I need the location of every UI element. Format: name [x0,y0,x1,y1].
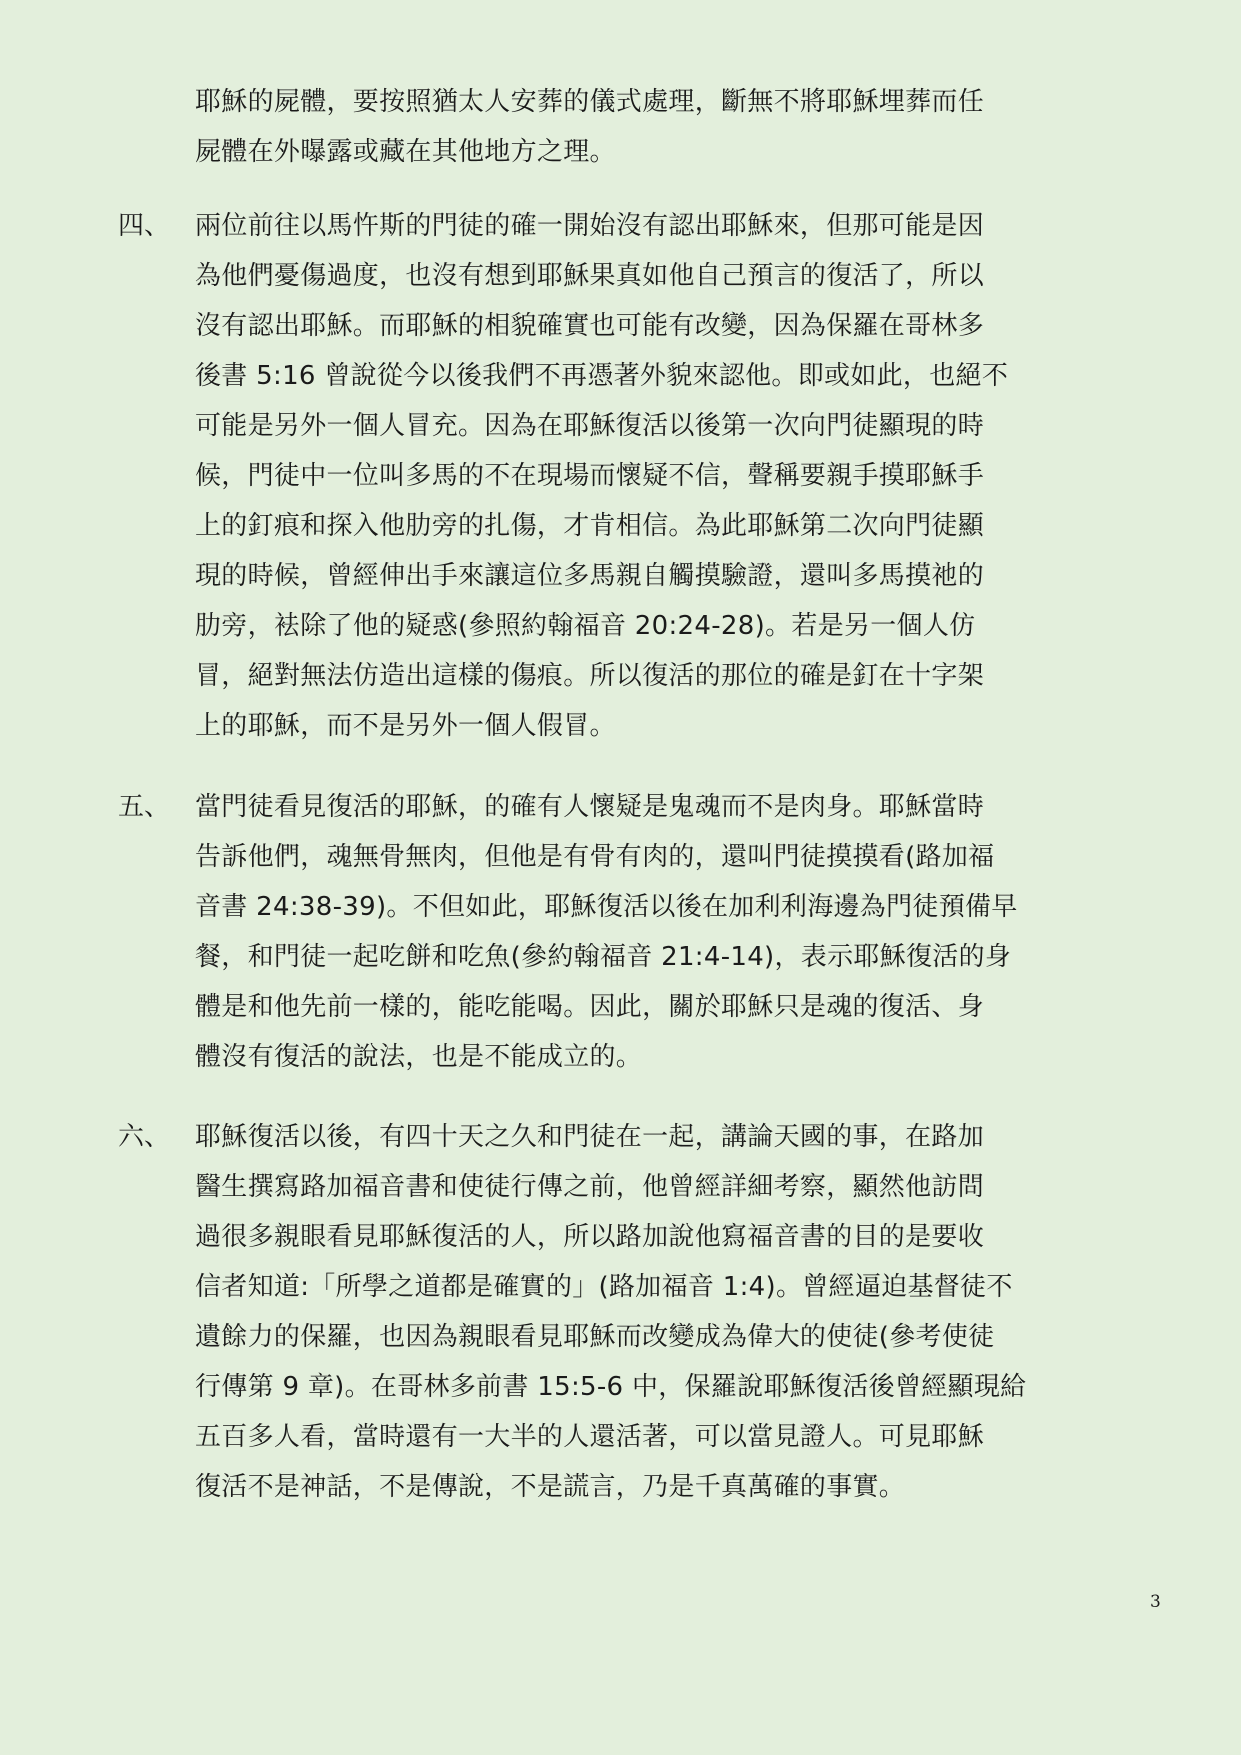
section-five-line: 音書 24:38-39)。不但如此，耶穌復活以後在加利利海邊為門徒預備早 [195,892,1018,922]
section-four-line: 冒，絕對無法仿造出這樣的傷痕。所以復活的那位的確是釘在十字架 [195,661,985,691]
section-four-line: 沒有認出耶穌。而耶穌的相貌確實也可能有改變，因為保羅在哥林多 [195,311,985,341]
section-six-line: 過很多親眼看見耶穌復活的人，所以路加說他寫福音書的目的是要收 [195,1222,985,1252]
section-six-line: 耶穌復活以後，有四十天之久和門徒在一起，講論天國的事，在路加 [195,1122,985,1152]
section-four-line: 為他們憂傷過度，也沒有想到耶穌果真如他自己預言的復活了，所以 [195,261,985,291]
section-six-line: 五百多人看，當時還有一大半的人還活著，可以當見證人。可見耶穌 [195,1422,985,1452]
section-six-line: 遺餘力的保羅，也因為親眼看見耶穌而改變成為偉大的使徒(參考使徒 [195,1322,995,1352]
section-six-line: 行傳第 9 章)。在哥林多前書 15:5-6 中，保羅說耶穌復活後曾經顯現給 [195,1372,1027,1402]
section-five-line: 體是和他先前一樣的，能吃能喝。因此，關於耶穌只是魂的復活、身 [195,992,985,1022]
intro-line: 耶穌的屍體，要按照猶太人安葬的儀式處理，斷無不將耶穌埋葬而任 [195,87,985,117]
section-five-line: 告訴他們，魂無骨無肉，但他是有骨有肉的，還叫門徒摸摸看(路加福 [195,842,995,872]
section-six-line: 醫生撰寫路加福音書和使徒行傳之前，他曾經詳細考察，顯然他訪問 [195,1172,985,1202]
page-number: 3 [1150,1592,1161,1612]
section-five-line: 當門徒看見復活的耶穌，的確有人懷疑是鬼魂而不是肉身。耶穌當時 [195,792,985,822]
section-number: 五、 [118,792,171,822]
section-four-line: 上的耶穌，而不是另外一個人假冒。 [195,711,616,741]
section-six-line: 復活不是神話，不是傳說，不是謊言，乃是千真萬確的事實。 [195,1472,906,1502]
section-five-line: 餐，和門徒一起吃餅和吃魚(參約翰福音 21:4-14)，表示耶穌復活的身 [195,942,1012,972]
section-four-line: 候，門徒中一位叫多馬的不在現場而懷疑不信，聲稱要親手摸耶穌手 [195,461,985,491]
section-four-line: 上的釘痕和探入他肋旁的扎傷，才肯相信。為此耶穌第二次向門徒顯 [195,511,985,541]
section-four-line: 現的時候，曾經伸出手來讓這位多馬親自觸摸驗證，還叫多馬摸祂的 [195,561,985,591]
section-six-line: 信者知道:「所學之道都是確實的」(路加福音 1:4)。曾經逼迫基督徒不 [195,1272,1013,1302]
section-four-line: 兩位前往以馬忤斯的門徒的確一開始沒有認出耶穌來，但那可能是因 [195,211,985,241]
section-four-line: 肋旁，袪除了他的疑惑(參照約翰福音 20:24-28)。若是另一個人仿 [195,611,976,641]
intro-line: 屍體在外曝露或藏在其他地方之理。 [195,137,616,167]
section-number: 六、 [118,1122,171,1152]
section-four-line: 可能是另外一個人冒充。因為在耶穌復活以後第一次向門徒顯現的時 [195,411,985,441]
section-number: 四、 [118,211,171,241]
section-four-line: 後書 5:16 曾說從今以後我們不再憑著外貌來認他。即或如此，也絕不 [195,361,1009,391]
section-five-line: 體沒有復活的說法，也是不能成立的。 [195,1042,643,1072]
